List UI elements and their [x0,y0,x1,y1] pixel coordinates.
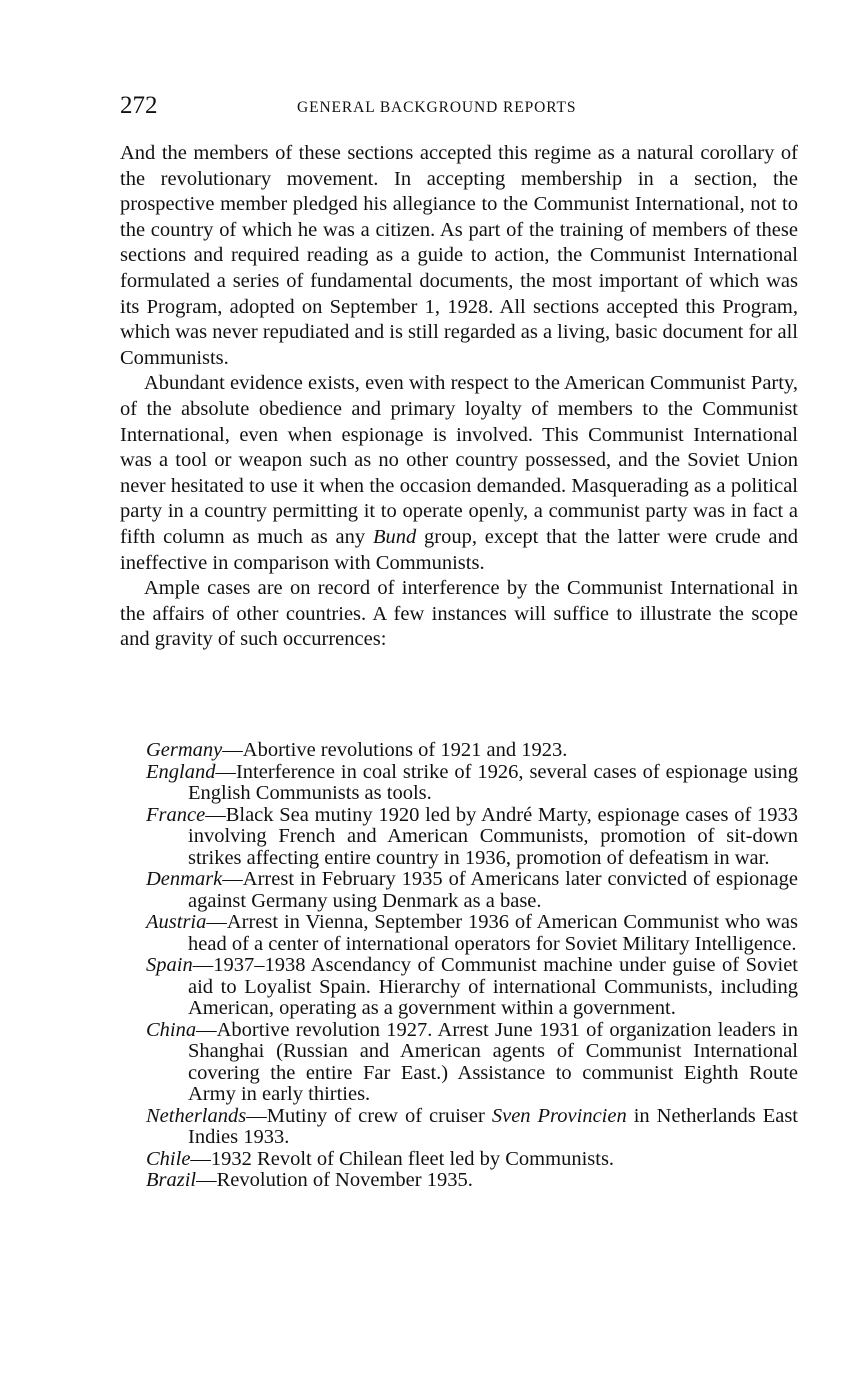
instance-text: Mutiny of crew of cruiser [266,1104,485,1127]
list-item-chile [146,1149,798,1171]
instance-text: Revolution of November 1935. [216,1169,473,1191]
country-name: Austria [146,911,207,933]
page-header [120,90,798,122]
list-item-netherlands [146,1106,798,1149]
country-name: Spain [146,954,193,976]
instance-text: Black Sea mutiny 1920 led by André Marty, espionage cases of 1933 involving French and American Communists, promotion of sit-down strikes affecting entire country in 1936, promotion of defeatism in war. [188,803,798,869]
list-item-denmark [146,869,798,912]
country-name: England [146,760,216,783]
instance-text: Interference in coal strike of 1926, several cases of espionage using English Communists as tools. [188,760,798,804]
instances-list [146,740,798,1192]
list-item-brazil [146,1170,798,1192]
list-item-spain [146,955,798,1020]
instance-text-after: in Netherlands East Indies 1933. [188,1104,798,1148]
list-item-austria [146,912,798,955]
ship-name: Sven Provincien [491,1104,627,1127]
paragraph-2 [120,371,798,576]
country-name: Denmark [146,868,223,890]
paragraph-1: And the members of these sections accepted this regime as a natural corollary of the revolutionary movement. In accepting membership in a section, the prospective member pledged his allegiance to the Communist International, not to the country of which he was a citizen. As part of the training of members of these sections and required reading as a guide to action, the Communist International formulated a series of fundamental documents, the most important of which was its Program, adopted on September 1, 1928. All sections accepted this Program, which was never repudiated and is still regarded as a living, basic document for all Communists. [120,142,798,369]
list-item-france [146,805,798,870]
list-item-china [146,1020,798,1106]
running-head: GENERAL BACKGROUND REPORTS [297,99,577,116]
country-name: Chile [146,1147,191,1170]
country-name: Brazil [146,1169,197,1191]
instance-text: Abortive revolution 1927. Arrest June 1931 of organization leaders in Shanghai (Russian and American agents of Communist International covering the entire Far East.) Assistance to communist Eighth Route Army in early thirties. [188,1018,798,1105]
instance-text: Arrest in Vienna, September 1936 of American Communist who was head of a center of international operators for Soviet Military Intelligence. [188,911,798,955]
paragraph-2-text-after: group, except that the latter were crude and ineffective in comparison with Communists. [120,525,799,574]
country-name: Germany [146,739,223,761]
country-name: China [146,1018,197,1041]
list-item-germany [146,740,798,762]
page-number: 272 [120,92,158,119]
instance-text: 1937–1938 Ascendancy of Communist machine under guise of Soviet aid to Loyalist Spain. Hierarchy of international Communists, including American, operating as a government within a government. [188,954,798,1019]
paragraph-2-text-before: Abundant evidence exists, even with respect to the American Communist Party, of the absolute obedience and primary loyalty of members to the Communist International, even when espionage is involved. This Communist International was a tool or weapon such as no other country possessed, and the Soviet Union never hesitated to use it when the occasion demanded. Masquerading as a political party in a country permitting it to operate openly, a communist party was in fact a fifth column as much as any [120,372,798,548]
body-text [120,141,798,653]
instance-text: Arrest in February 1935 of Americans later convicted of espionage against Germany using Denmark as a base. [188,868,798,912]
instance-text: 1932 Revolt of Chilean fleet led by Communists. [210,1147,615,1170]
list-item-england [146,762,798,805]
country-name: France [146,803,206,826]
country-name: Netherlands [146,1104,247,1127]
instance-text: Abortive revolutions of 1921 and 1923. [242,739,568,761]
paragraph-3: Ample cases are on record of interference by the Communist International in the affairs of other countries. A few instances will suffice to illustrate the scope and gravity of such occurrences: [120,577,798,651]
paragraph-2-italic-term: Bund [372,525,417,548]
